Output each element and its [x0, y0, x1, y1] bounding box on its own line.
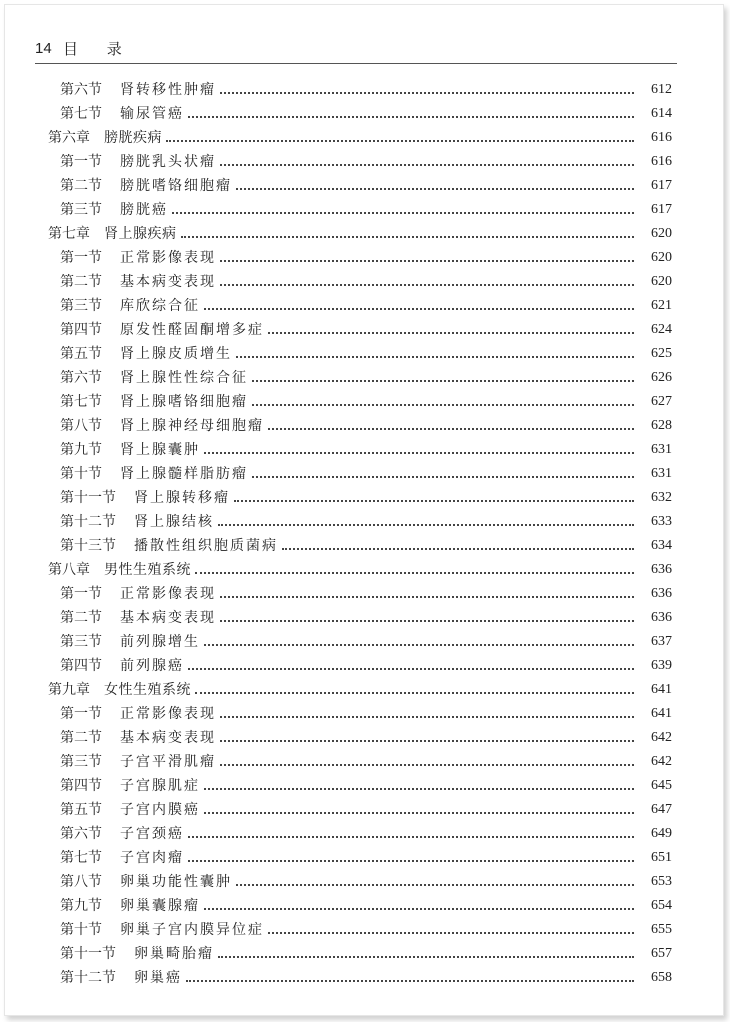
header-title: 目 录: [63, 40, 134, 58]
entry-number: 第一节: [60, 706, 102, 722]
entry-number: 第五节: [60, 346, 102, 362]
toc-section-entry: [5, 318, 723, 342]
toc-section-entry: [5, 918, 723, 942]
table-of-contents: [5, 78, 723, 990]
dot-leader: [204, 907, 634, 910]
entry-number: 第四节: [60, 778, 102, 794]
entry-title: 库欣综合征: [120, 298, 200, 314]
toc-section-entry: [5, 414, 723, 438]
toc-section-entry: [5, 486, 723, 510]
dot-leader: [252, 475, 634, 478]
entry-title: 子宫肉瘤: [120, 850, 184, 866]
entry-number: 第三节: [60, 754, 102, 770]
entry-page-number: 636: [651, 562, 672, 577]
dot-leader: [218, 523, 634, 526]
entry-number: 第一节: [60, 586, 102, 602]
entry-title: 肾上腺嗜铬细胞瘤: [120, 394, 248, 410]
toc-section-entry: [5, 462, 723, 486]
toc-section-entry: [5, 534, 723, 558]
entry-title: 基本病变表现: [120, 730, 216, 746]
entry-title: 子宫平滑肌瘤: [120, 754, 216, 770]
entry-page-number: 628: [651, 418, 672, 433]
dot-leader: [220, 283, 634, 286]
entry-title: 肾上腺皮质增生: [120, 346, 232, 362]
entry-page-number: 639: [651, 658, 672, 673]
toc-section-entry: [5, 366, 723, 390]
entry-number: 第三节: [60, 634, 102, 650]
dot-leader: [195, 571, 634, 574]
entry-number: 第十节: [60, 466, 102, 482]
entry-title: 卵巢囊腺瘤: [120, 898, 200, 914]
dot-leader: [220, 163, 634, 166]
entry-page-number: 634: [651, 538, 672, 553]
entry-page-number: 636: [651, 586, 672, 601]
dot-leader: [188, 115, 634, 118]
toc-section-entry: [5, 846, 723, 870]
entry-title: 基本病变表现: [120, 610, 216, 626]
dot-leader: [268, 931, 634, 934]
toc-chapter-entry: [5, 558, 723, 582]
entry-number: 第七节: [60, 850, 102, 866]
entry-page-number: 624: [651, 322, 672, 337]
toc-section-entry: [5, 774, 723, 798]
toc-section-entry: [5, 702, 723, 726]
toc-section-entry: [5, 942, 723, 966]
entry-title: 正常影像表现: [120, 586, 216, 602]
toc-section-entry: [5, 750, 723, 774]
entry-number: 第七章: [48, 226, 90, 242]
entry-number: 第六节: [60, 370, 102, 386]
dot-leader: [220, 739, 634, 742]
entry-number: 第九节: [60, 442, 102, 458]
dot-leader: [204, 811, 634, 814]
dot-leader: [234, 499, 634, 502]
toc-chapter-entry: [5, 126, 723, 150]
entry-number: 第二节: [60, 274, 102, 290]
dot-leader: [186, 979, 634, 982]
entry-title: 膀胱乳头状瘤: [120, 154, 216, 170]
entry-number: 第八节: [60, 418, 102, 434]
entry-page-number: 620: [651, 226, 672, 241]
entry-number: 第六节: [60, 82, 102, 98]
entry-page-number: 612: [651, 82, 672, 97]
entry-title: 肾上腺疾病: [104, 226, 177, 242]
entry-number: 第七节: [60, 106, 102, 122]
toc-section-entry: [5, 246, 723, 270]
entry-title: 肾上腺结核: [134, 514, 214, 530]
toc-section-entry: [5, 102, 723, 126]
toc-section-entry: [5, 390, 723, 414]
entry-title: 前列腺增生: [120, 634, 200, 650]
entry-page-number: 631: [651, 442, 672, 457]
entry-title: 膀胱癌: [120, 202, 168, 218]
entry-number: 第十一节: [60, 490, 116, 506]
entry-page-number: 617: [651, 202, 672, 217]
dot-leader: [204, 451, 634, 454]
dot-leader: [220, 715, 634, 718]
entry-page-number: 649: [651, 826, 672, 841]
entry-number: 第四节: [60, 322, 102, 338]
toc-section-entry: [5, 582, 723, 606]
dot-leader: [204, 643, 634, 646]
toc-section-entry: [5, 342, 723, 366]
dot-leader: [220, 763, 634, 766]
dot-leader: [172, 211, 634, 214]
entry-number: 第三节: [60, 202, 102, 218]
toc-section-entry: [5, 870, 723, 894]
entry-title: 基本病变表现: [120, 274, 216, 290]
entry-title: 卵巢子宫内膜异位症: [120, 922, 264, 938]
toc-section-entry: [5, 510, 723, 534]
entry-number: 第四节: [60, 658, 102, 674]
dot-leader: [181, 235, 635, 238]
entry-number: 第一节: [60, 250, 102, 266]
toc-chapter-entry: [5, 678, 723, 702]
entry-page-number: 627: [651, 394, 672, 409]
entry-number: 第一节: [60, 154, 102, 170]
entry-number: 第二节: [60, 610, 102, 626]
entry-title: 卵巢功能性囊肿: [120, 874, 232, 890]
entry-title: 子宫内膜癌: [120, 802, 200, 818]
dot-leader: [204, 307, 634, 310]
entry-title: 前列腺癌: [120, 658, 184, 674]
toc-section-entry: [5, 78, 723, 102]
entry-title: 膀胱疾病: [104, 130, 162, 146]
toc-section-entry: [5, 654, 723, 678]
toc-section-entry: [5, 630, 723, 654]
entry-page-number: 642: [651, 754, 672, 769]
toc-section-entry: [5, 606, 723, 630]
dot-leader: [236, 355, 634, 358]
dot-leader: [236, 187, 634, 190]
entry-title: 播散性组织胞质菌病: [134, 538, 278, 554]
dot-leader: [268, 427, 634, 430]
entry-title: 输尿管癌: [120, 106, 184, 122]
entry-page-number: 620: [651, 274, 672, 289]
entry-title: 正常影像表现: [120, 706, 216, 722]
entry-title: 女性生殖系统: [104, 682, 191, 698]
entry-title: 肾上腺髓样脂肪瘤: [120, 466, 248, 482]
entry-page-number: 645: [651, 778, 672, 793]
entry-page-number: 632: [651, 490, 672, 505]
entry-page-number: 625: [651, 346, 672, 361]
entry-number: 第十二节: [60, 970, 116, 986]
entry-page-number: 631: [651, 466, 672, 481]
toc-section-entry: [5, 966, 723, 990]
dot-leader: [195, 691, 634, 694]
entry-title: 肾上腺转移瘤: [134, 490, 230, 506]
entry-page-number: 651: [651, 850, 672, 865]
toc-section-entry: [5, 726, 723, 750]
entry-page-number: 642: [651, 730, 672, 745]
entry-title: 子宫腺肌症: [120, 778, 200, 794]
dot-leader: [220, 595, 634, 598]
dot-leader: [220, 259, 634, 262]
toc-section-entry: [5, 894, 723, 918]
entry-number: 第六章: [48, 130, 90, 146]
dot-leader: [188, 859, 634, 862]
dot-leader: [188, 835, 634, 838]
entry-number: 第二节: [60, 178, 102, 194]
entry-number: 第十节: [60, 922, 102, 938]
entry-number: 第七节: [60, 394, 102, 410]
entry-page-number: 617: [651, 178, 672, 193]
document-page: [4, 4, 724, 1016]
dot-leader: [282, 547, 634, 550]
entry-page-number: 626: [651, 370, 672, 385]
entry-page-number: 641: [651, 706, 672, 721]
entry-page-number: 654: [651, 898, 672, 913]
entry-page-number: 620: [651, 250, 672, 265]
toc-section-entry: [5, 294, 723, 318]
entry-title: 男性生殖系统: [104, 562, 191, 578]
entry-number: 第五节: [60, 802, 102, 818]
entry-number: 第六节: [60, 826, 102, 842]
entry-title: 肾上腺性性综合征: [120, 370, 248, 386]
entry-number: 第九节: [60, 898, 102, 914]
dot-leader: [188, 667, 634, 670]
entry-number: 第十三节: [60, 538, 116, 554]
toc-section-entry: [5, 198, 723, 222]
entry-page-number: 657: [651, 946, 672, 961]
entry-number: 第八节: [60, 874, 102, 890]
entry-title: 肾上腺神经母细胞瘤: [120, 418, 264, 434]
entry-number: 第二节: [60, 730, 102, 746]
entry-number: 第三节: [60, 298, 102, 314]
entry-number: 第十二节: [60, 514, 116, 530]
toc-chapter-entry: [5, 222, 723, 246]
dot-leader: [220, 91, 634, 94]
entry-number: 第八章: [48, 562, 90, 578]
dot-leader: [218, 955, 634, 958]
toc-section-entry: [5, 438, 723, 462]
entry-page-number: 633: [651, 514, 672, 529]
entry-page-number: 616: [651, 130, 672, 145]
entry-number: 第十一节: [60, 946, 116, 962]
page-number: 14: [35, 40, 52, 57]
dot-leader: [252, 403, 634, 406]
entry-page-number: 655: [651, 922, 672, 937]
dot-leader: [204, 787, 634, 790]
entry-page-number: 647: [651, 802, 672, 817]
entry-title: 原发性醛固酮增多症: [120, 322, 264, 338]
entry-page-number: 616: [651, 154, 672, 169]
entry-title: 卵巢癌: [134, 970, 182, 986]
entry-page-number: 621: [651, 298, 672, 313]
toc-section-entry: [5, 174, 723, 198]
dot-leader: [236, 883, 634, 886]
entry-page-number: 658: [651, 970, 672, 985]
entry-page-number: 636: [651, 610, 672, 625]
toc-section-entry: [5, 150, 723, 174]
entry-page-number: 653: [651, 874, 672, 889]
entry-number: 第九章: [48, 682, 90, 698]
toc-section-entry: [5, 798, 723, 822]
entry-page-number: 614: [651, 106, 672, 121]
entry-title: 肾转移性肿瘤: [120, 82, 216, 98]
entry-page-number: 641: [651, 682, 672, 697]
entry-title: 卵巢畸胎瘤: [134, 946, 214, 962]
dot-leader: [268, 331, 634, 334]
entry-title: 肾上腺囊肿: [120, 442, 200, 458]
toc-section-entry: [5, 822, 723, 846]
toc-section-entry: [5, 270, 723, 294]
entry-page-number: 637: [651, 634, 672, 649]
dot-leader: [220, 619, 634, 622]
dot-leader: [252, 379, 634, 382]
entry-title: 膀胱嗜铬细胞瘤: [120, 178, 232, 194]
page-header: [35, 35, 677, 64]
dot-leader: [166, 139, 634, 142]
entry-title: 正常影像表现: [120, 250, 216, 266]
entry-title: 子宫颈癌: [120, 826, 184, 842]
